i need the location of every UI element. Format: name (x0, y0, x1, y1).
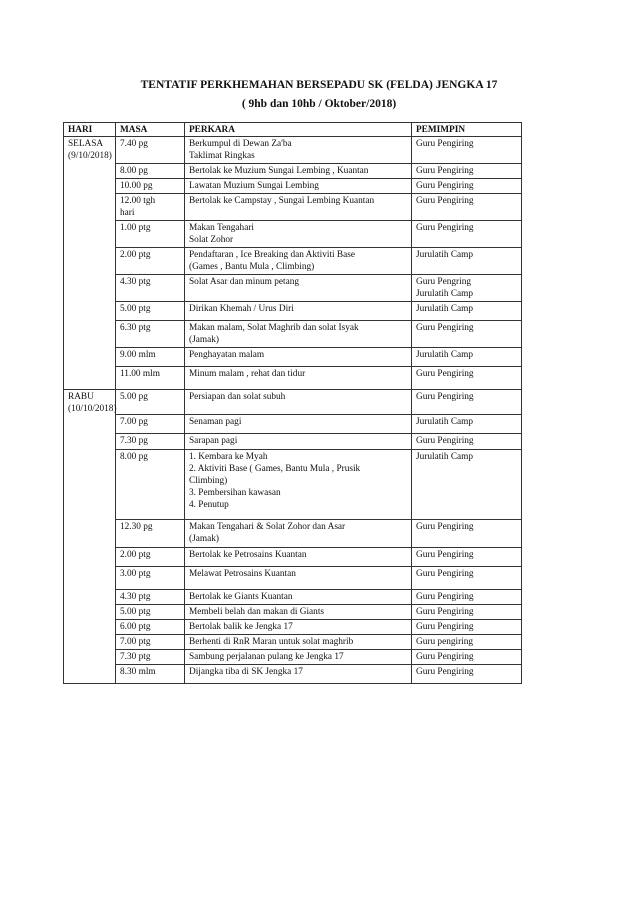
masa-text: hari (120, 208, 135, 218)
masa-text: 12.30 pg (120, 522, 153, 532)
perkara-cell (185, 665, 412, 684)
table-row (64, 620, 522, 635)
perkara-text: 4. Penutup (189, 500, 229, 510)
table-row (64, 367, 522, 390)
pemimpin-cell (412, 275, 522, 302)
masa-text: 3.00 ptg (120, 569, 151, 579)
table-row (64, 302, 522, 321)
masa-text: 6.30 ptg (120, 323, 151, 333)
perkara-cell (185, 650, 412, 665)
table-row (64, 194, 522, 221)
perkara-text: 1. Kembara ke Myah (189, 452, 268, 462)
perkara-text: Makan Tengahari & Solat Zohor dan Asar (189, 522, 346, 532)
table-row (64, 520, 522, 548)
masa-text: 11.00 mlm (120, 369, 160, 379)
perkara-cell (185, 221, 412, 248)
table-row (64, 348, 522, 367)
perkara-cell (185, 450, 412, 520)
masa-text: 7.40 pg (120, 139, 148, 149)
table-row (64, 590, 522, 605)
pemimpin-text: Guru Pengiring (416, 223, 474, 233)
masa-cell (116, 450, 185, 520)
perkara-cell (185, 302, 412, 321)
masa-cell (116, 434, 185, 450)
masa-cell (116, 665, 185, 684)
pemimpin-cell (412, 605, 522, 620)
pemimpin-cell (412, 567, 522, 590)
masa-text: 8.30 mlm (120, 667, 156, 677)
masa-cell (116, 605, 185, 620)
header-masa: MASA (116, 123, 185, 137)
masa-cell (116, 367, 185, 390)
table-row (64, 665, 522, 684)
perkara-cell (185, 137, 412, 164)
masa-cell (116, 321, 185, 348)
table-row (64, 390, 522, 415)
masa-text: 8.00 pg (120, 452, 148, 462)
pemimpin-text: Guru Pengiring (416, 550, 474, 560)
header-hari: HARI (64, 123, 116, 137)
table-row (64, 275, 522, 302)
masa-text: 1.00 ptg (120, 223, 151, 233)
pemimpin-text: Guru Pengiring (416, 181, 474, 191)
pemimpin-text: Guru Pengiring (416, 369, 474, 379)
pemimpin-cell (412, 179, 522, 194)
pemimpin-cell (412, 590, 522, 605)
perkara-cell (185, 179, 412, 194)
table-row (64, 248, 522, 275)
pemimpin-text: Guru Pengring (416, 277, 472, 287)
perkara-text: Bertolak ke Campstay , Sungai Lembing Kuantan (189, 196, 375, 206)
table-row (64, 164, 522, 179)
document-title (0, 76, 638, 114)
pemimpin-cell (412, 248, 522, 275)
pemimpin-cell (412, 321, 522, 348)
pemimpin-text: Guru Pengiring (416, 436, 474, 446)
pemimpin-text: Guru Pengiring (416, 392, 474, 402)
masa-text: 8.00 pg (120, 166, 148, 176)
masa-text: 5.00 ptg (120, 304, 151, 314)
masa-cell (116, 302, 185, 321)
table-row (64, 548, 522, 567)
table-row (64, 450, 522, 520)
pemimpin-cell (412, 348, 522, 367)
perkara-text: (Games , Bantu Mula , Climbing) (189, 262, 315, 272)
day-date: (10/10/2018) (68, 404, 117, 414)
masa-text: 4.30 ptg (120, 277, 151, 287)
perkara-cell (185, 164, 412, 179)
header-pemimpin: PEMIMPIN (412, 123, 522, 137)
masa-cell (116, 164, 185, 179)
masa-cell (116, 635, 185, 650)
masa-cell (116, 194, 185, 221)
table-row (64, 650, 522, 665)
masa-cell (116, 248, 185, 275)
masa-text: 7.30 pg (120, 436, 148, 446)
perkara-text: Melawat Petrosains Kuantan (189, 569, 296, 579)
day-name: RABU (68, 392, 94, 402)
masa-cell (116, 520, 185, 548)
pemimpin-text: Guru Pengiring (416, 139, 474, 149)
perkara-text: (Jamak) (189, 534, 219, 544)
perkara-text: Sarapan pagi (189, 436, 238, 446)
table-row (64, 605, 522, 620)
masa-text: 2.00 ptg (120, 550, 151, 560)
masa-cell (116, 179, 185, 194)
perkara-cell (185, 348, 412, 367)
title-line-2: ( 9hb dan 10hb / Oktober/2018) (241, 98, 397, 110)
perkara-text: Bertolak ke Giants Kuantan (189, 592, 293, 602)
pemimpin-text: Guru Pengiring (416, 196, 474, 206)
perkara-text: Minum malam , rehat dan tidur (189, 369, 306, 379)
perkara-text: Penghayatan malam (189, 350, 265, 360)
pemimpin-text: Jurulatih Camp (416, 304, 474, 314)
masa-cell (116, 650, 185, 665)
table-row (64, 137, 522, 164)
perkara-text: Dirikan Khemah / Urus Diri (189, 304, 294, 314)
pemimpin-cell (412, 302, 522, 321)
perkara-cell (185, 390, 412, 415)
perkara-text: Bertolak ke Muzium Sungai Lembing , Kuantan (189, 166, 369, 176)
perkara-text: Bertolak ke Petrosains Kuantan (189, 550, 307, 560)
perkara-cell (185, 548, 412, 567)
pemimpin-cell (412, 450, 522, 520)
perkara-text: 2. Aktiviti Base ( Games, Bantu Mula , Prusik (189, 464, 361, 474)
pemimpin-cell (412, 390, 522, 415)
pemimpin-cell (412, 548, 522, 567)
masa-text: 9.00 mlm (120, 350, 156, 360)
pemimpin-cell (412, 520, 522, 548)
perkara-cell (185, 434, 412, 450)
pemimpin-cell (412, 434, 522, 450)
masa-cell (116, 415, 185, 434)
perkara-cell (185, 620, 412, 635)
pemimpin-text: Jurulatih Camp (416, 417, 474, 427)
perkara-cell (185, 194, 412, 221)
pemimpin-cell (412, 415, 522, 434)
masa-cell (116, 137, 185, 164)
perkara-text: Bertolak balik ke Jengka 17 (189, 622, 293, 632)
title-line-1: TENTATIF PERKHEMAHAN BERSEPADU SK (FELDA) JENGKA 17 (140, 79, 498, 91)
perkara-text: Climbing) (189, 476, 228, 486)
perkara-cell (185, 567, 412, 590)
masa-text: 4.30 ptg (120, 592, 151, 602)
masa-text: 2.00 ptg (120, 250, 151, 260)
table-row (64, 635, 522, 650)
perkara-text: Berkumpul di Dewan Za'ba (189, 139, 292, 149)
perkara-text: (Jamak) (189, 335, 219, 345)
pemimpin-text: Jurulatih Camp (416, 350, 474, 360)
pemimpin-text: Guru Pengiring (416, 607, 474, 617)
header-perkara: PERKARA (185, 123, 412, 137)
pemimpin-cell (412, 137, 522, 164)
masa-text: 10.00 pg (120, 181, 153, 191)
pemimpin-text: Guru Pengiring (416, 652, 474, 662)
perkara-cell (185, 367, 412, 390)
day-cell (64, 137, 116, 390)
pemimpin-text: Guru Pengiring (416, 667, 474, 677)
masa-text: 7.00 pg (120, 417, 148, 427)
perkara-cell (185, 415, 412, 434)
table-row (64, 567, 522, 590)
pemimpin-cell (412, 164, 522, 179)
perkara-text: Dijangka tiba di SK Jengka 17 (189, 667, 303, 677)
masa-cell (116, 590, 185, 605)
pemimpin-cell (412, 194, 522, 221)
pemimpin-text: Guru Pengiring (416, 166, 474, 176)
perkara-text: Taklimat Ringkas (189, 151, 255, 161)
masa-cell (116, 275, 185, 302)
perkara-text: Solat Asar dan minum petang (189, 277, 299, 287)
pemimpin-cell (412, 650, 522, 665)
table-row (64, 434, 522, 450)
pemimpin-text: Guru Pengiring (416, 622, 474, 632)
masa-text: 7.00 ptg (120, 637, 151, 647)
table-row (64, 321, 522, 348)
masa-text: 6.00 ptg (120, 622, 151, 632)
pemimpin-text: Guru Pengiring (416, 522, 474, 532)
perkara-text: Sambung perjalanan pulang ke Jengka 17 (189, 652, 344, 662)
masa-cell (116, 348, 185, 367)
pemimpin-cell (412, 620, 522, 635)
masa-cell (116, 390, 185, 415)
perkara-text: 3. Pembersihan kawasan (189, 488, 281, 498)
pemimpin-text: Jurulatih Camp (416, 452, 474, 462)
perkara-text: Makan Tengahari (189, 223, 255, 233)
table-row (64, 415, 522, 434)
perkara-text: Lawatan Muzium Sungai Lembing (189, 181, 319, 191)
perkara-cell (185, 520, 412, 548)
perkara-cell (185, 590, 412, 605)
pemimpin-cell (412, 635, 522, 650)
masa-cell (116, 620, 185, 635)
masa-cell (116, 548, 185, 567)
day-date: (9/10/2018) (68, 151, 112, 161)
pemimpin-text: Guru Pengiring (416, 569, 474, 579)
table-row (64, 221, 522, 248)
pemimpin-cell (412, 367, 522, 390)
masa-text: 5.00 ptg (120, 607, 151, 617)
day-name: SELASA (68, 139, 104, 149)
perkara-cell (185, 275, 412, 302)
pemimpin-cell (412, 221, 522, 248)
perkara-text: Persiapan dan solat subuh (189, 392, 286, 402)
pemimpin-text: Jurulatih Camp (416, 250, 474, 260)
day-cell (64, 390, 116, 684)
perkara-cell (185, 605, 412, 620)
masa-cell (116, 567, 185, 590)
perkara-text: Makan malam, Solat Maghrib dan solat Isyak (189, 323, 359, 333)
table-row (64, 179, 522, 194)
masa-text: 5.00 pg (120, 392, 148, 402)
schedule-table (63, 122, 522, 684)
perkara-text: Membeli belah dan makan di Giants (189, 607, 325, 617)
pemimpin-text: Guru Pengiring (416, 323, 474, 333)
perkara-text: Berhenti di RnR Maran untuk solat maghrib (189, 637, 354, 647)
pemimpin-text: Guru Pengiring (416, 592, 474, 602)
pemimpin-text: Jurulatih Camp (416, 289, 474, 299)
perkara-text: Solat Zohor (189, 235, 234, 245)
perkara-cell (185, 321, 412, 348)
perkara-cell (185, 248, 412, 275)
perkara-text: Pendaftaran , Ice Breaking dan Aktiviti Base (189, 250, 356, 260)
pemimpin-text: Guru pengiring (416, 637, 474, 647)
header-row (64, 123, 522, 137)
pemimpin-cell (412, 665, 522, 684)
perkara-cell (185, 635, 412, 650)
masa-cell (116, 221, 185, 248)
perkara-text: Senaman pagi (189, 417, 242, 427)
masa-text: 7.30 ptg (120, 652, 151, 662)
masa-text: 12.00 tgh (120, 196, 156, 206)
